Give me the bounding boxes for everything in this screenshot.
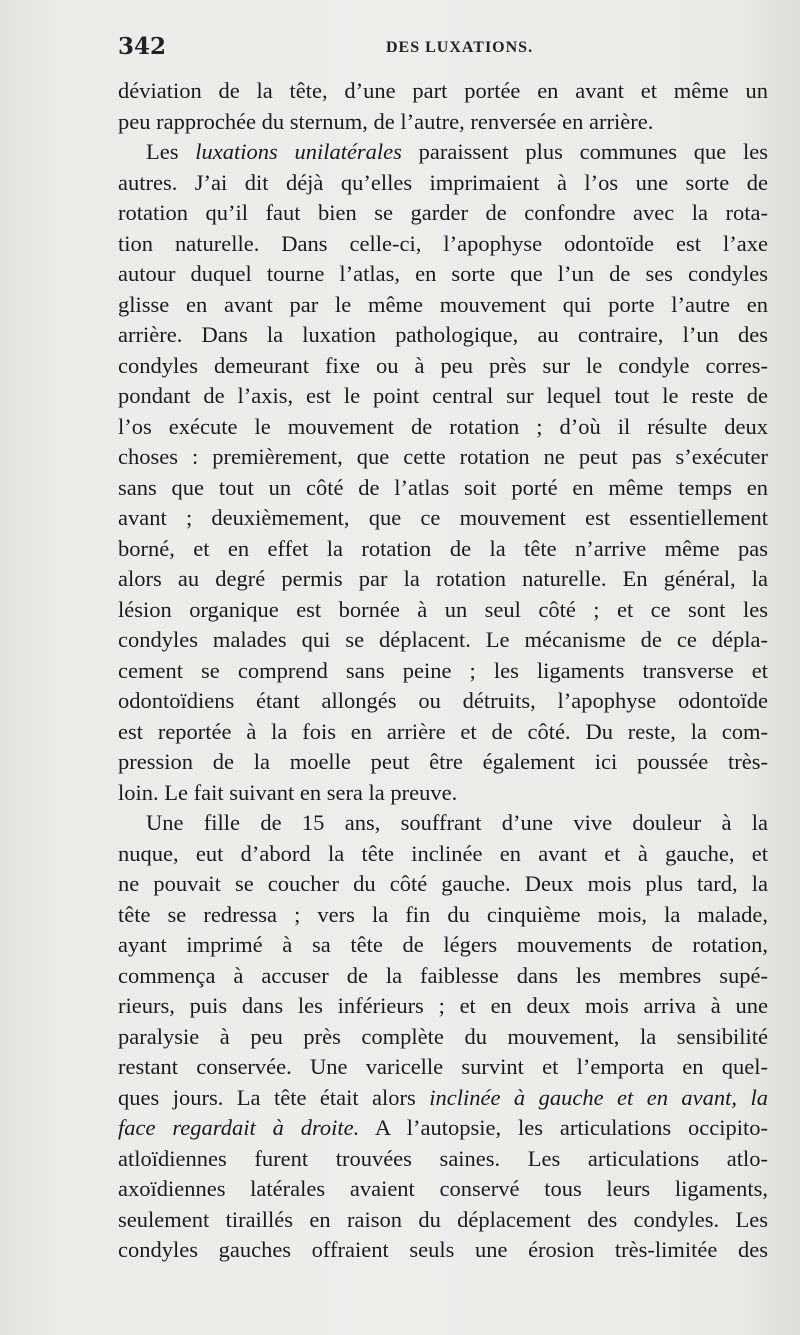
text-line <box>118 1144 768 1175</box>
text-line <box>118 1113 768 1144</box>
text-line <box>118 137 768 168</box>
text-line <box>118 930 768 961</box>
text-segment: déviation de la tête, d’une part portée en avant et même un <box>118 78 768 103</box>
text-segment: atloïdiennes furent trouvées saines. Les articulations atlo- <box>118 1145 768 1171</box>
text-line <box>118 1022 768 1053</box>
text-segment: A l’autopsie, les articulations occipito- <box>359 1115 768 1140</box>
text-segment: restant conservée. Une varicelle survint et l’emporta en quel- <box>118 1054 768 1079</box>
text-line <box>118 717 768 748</box>
text-line <box>118 778 768 809</box>
text-line <box>118 229 768 260</box>
text-line <box>118 900 768 931</box>
text-segment: cement se comprend sans peine ; les ligaments transverse et <box>118 657 768 683</box>
text-line <box>118 961 768 992</box>
text-segment: glisse en avant par le même mouvement qui porte l’autre en <box>118 291 768 317</box>
page-number: 342 <box>118 33 167 60</box>
text-line <box>118 808 768 839</box>
italic-text: luxations unilatérales <box>195 139 402 164</box>
text-segment: tête se redressa ; vers la fin du cinquième mois, la malade, <box>118 901 768 927</box>
text-segment: ne pouvait se coucher du côté gauche. Deux mois plus tard, la <box>118 871 768 896</box>
text-segment: condyles demeurant fixe ou à peu près sur le condyle corres- <box>118 352 768 378</box>
text-segment: borné, et en effet la rotation de la tête n’arrive même pas <box>118 535 768 561</box>
text-segment: condyles gauches offraient seuls une érosion très-limitée des <box>118 1237 768 1262</box>
text-line <box>118 747 768 778</box>
text-segment: pondant de l’axis, est le point central sur lequel tout le reste de <box>118 383 768 408</box>
body-text <box>118 76 768 1266</box>
text-line <box>118 107 768 138</box>
text-segment: ayant imprimé à sa tête de légers mouvements de rotation, <box>118 932 768 957</box>
running-title: DES LUXATIONS. <box>386 39 534 56</box>
text-segment: rotation qu’il faut bien se garder de confondre avec la rota- <box>118 200 768 225</box>
text-line <box>118 168 768 199</box>
text-segment: loin. Le fait suivant en sera la preuve. <box>118 779 458 805</box>
text-line <box>118 76 768 107</box>
text-line <box>118 686 768 717</box>
text-segment: Les <box>146 139 196 164</box>
text-segment: tion naturelle. Dans celle-ci, l’apophyse odontoïde est l’axe <box>118 230 768 256</box>
text-segment: axoïdiennes latérales avaient conservé tous leurs ligaments, <box>118 1176 768 1201</box>
text-line <box>118 839 768 870</box>
text-line <box>118 198 768 229</box>
italic-text: face regardait à droite. <box>118 1115 360 1140</box>
text-line <box>118 320 768 351</box>
text-segment: Une fille de 15 ans, souffrant d’une vive douleur à la <box>146 810 768 835</box>
italic-text: inclinée à gauche et en avant, la <box>429 1084 768 1110</box>
text-line <box>118 290 768 321</box>
text-line <box>118 1174 768 1205</box>
text-segment: odontoïdiens étant allongés ou détruits, l’apophyse odontoïde <box>118 688 768 713</box>
text-line <box>118 1235 768 1266</box>
text-segment: autres. J’ai dit déjà qu’elles imprimaient à l’os une sorte de <box>118 169 768 195</box>
text-line <box>118 595 768 626</box>
text-segment: pression de la moelle peut être également ici poussée très- <box>118 749 768 774</box>
text-segment: peu rapprochée du sternum, de l’autre, renversée en arrière. <box>118 108 654 134</box>
text-line <box>118 656 768 687</box>
text-line <box>118 412 768 443</box>
text-segment: avant ; deuxièmement, que ce mouvement est essentiellement <box>118 505 768 530</box>
page-header <box>118 33 768 63</box>
text-segment: est reportée à la fois en arrière et de côté. Du reste, la com- <box>118 718 768 744</box>
text-line <box>118 259 768 290</box>
text-line <box>118 503 768 534</box>
text-segment: alors au degré permis par la rotation naturelle. En général, la <box>118 566 768 591</box>
text-line <box>118 381 768 412</box>
text-line <box>118 564 768 595</box>
text-segment: autour duquel tourne l’atlas, en sorte que l’un de ses condyles <box>118 261 768 286</box>
text-line <box>118 351 768 382</box>
text-segment: condyles malades qui se déplacent. Le mécanisme de ce dépla- <box>118 627 768 652</box>
text-line <box>118 442 768 473</box>
text-segment: sans que tout un côté de l’atlas soit porté en même temps en <box>118 474 768 500</box>
text-segment: rieurs, puis dans les inférieurs ; et en deux mois arriva à une <box>118 993 768 1018</box>
text-line <box>118 1052 768 1083</box>
text-segment: l’os exécute le mouvement de rotation ; d’où il résulte deux <box>118 413 768 439</box>
text-segment: lésion organique est bornée à un seul côté ; et ce sont les <box>118 596 768 622</box>
text-segment: arrière. Dans la luxation pathologique, au contraire, l’un des <box>118 322 768 347</box>
text-line <box>118 1205 768 1236</box>
text-line <box>118 869 768 900</box>
text-segment: paralysie à peu près complète du mouvement, la sensibilité <box>118 1023 768 1049</box>
text-line <box>118 1083 768 1114</box>
text-segment: seulement tiraillés en raison du déplacement des condyles. Les <box>118 1206 768 1232</box>
text-segment: choses : premièrement, que cette rotation ne peut pas s’exécuter <box>118 444 768 469</box>
text-line <box>118 625 768 656</box>
text-line <box>118 534 768 565</box>
text-segment: nuque, eut d’abord la tête inclinée en avant et à gauche, et <box>118 840 768 866</box>
text-segment: commença à accuser de la faiblesse dans les membres supé- <box>118 962 768 988</box>
text-line <box>118 473 768 504</box>
text-segment: paraissent plus communes que les <box>401 139 768 164</box>
text-segment: ques jours. La tête était alors <box>118 1084 430 1110</box>
text-line <box>118 991 768 1022</box>
